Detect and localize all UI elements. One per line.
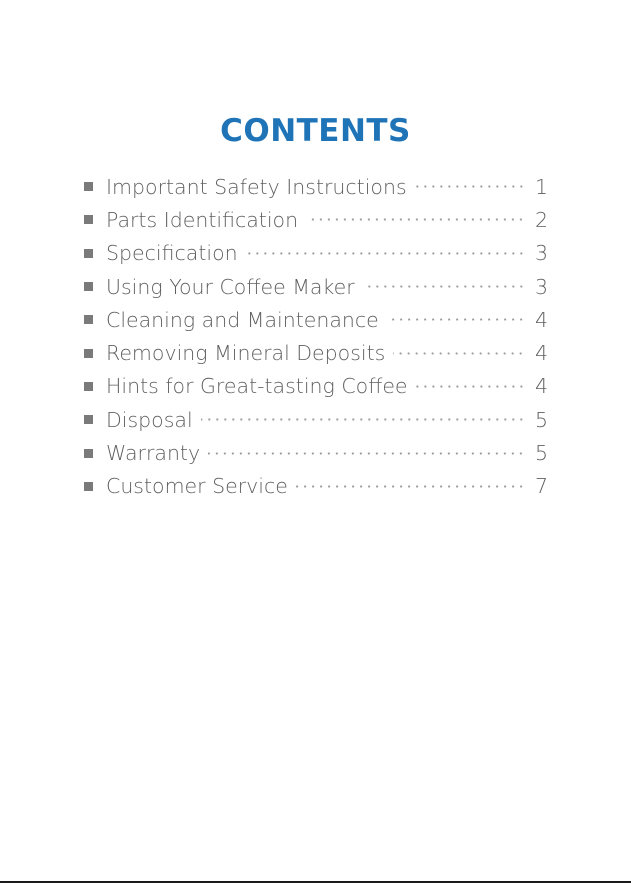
toc-entry-label: Important Safety Instructions: [106, 174, 407, 199]
square-bullet-icon: [84, 415, 93, 424]
dot-leader: [387, 318, 525, 321]
toc-entry[interactable]: [84, 470, 548, 503]
toc-entry-label: Using Your Coffee Maker: [106, 274, 355, 299]
toc-entry-label: Warranty: [106, 441, 201, 466]
toc-entry-page-number: 7: [534, 474, 548, 499]
toc-entry-page-number: 3: [534, 241, 548, 266]
toc-entry-label: Hints for Great-tasting Coffee: [106, 374, 408, 399]
toc-entry[interactable]: [84, 270, 548, 303]
toc-entry-label: Customer Service: [106, 474, 288, 499]
dot-leader: [415, 185, 525, 188]
toc-entry[interactable]: [84, 370, 548, 403]
square-bullet-icon: [84, 382, 93, 391]
dot-leader: [246, 252, 525, 255]
toc-entry-label: Removing Mineral Deposits: [106, 341, 386, 366]
toc-entry-page-number: 4: [534, 341, 548, 366]
dot-leader: [201, 418, 525, 421]
toc-entry-page-number: 5: [534, 407, 548, 432]
toc-entry[interactable]: [84, 303, 548, 336]
toc-entry-label: Parts Identification: [106, 207, 299, 232]
table-of-contents: [84, 170, 548, 503]
toc-entry-page-number: 5: [534, 441, 548, 466]
square-bullet-icon: [84, 315, 93, 324]
toc-entry[interactable]: [84, 237, 548, 270]
toc-entry[interactable]: [84, 436, 548, 469]
dot-leader: [208, 452, 525, 455]
toc-entry-page-number: 1: [534, 174, 548, 199]
square-bullet-icon: [84, 482, 93, 491]
dot-leader: [363, 285, 525, 288]
toc-entry[interactable]: [84, 170, 548, 203]
toc-entry-page-number: 3: [534, 274, 548, 299]
page-title: CONTENTS: [220, 112, 411, 149]
square-bullet-icon: [84, 349, 93, 358]
dot-leader: [416, 385, 525, 388]
toc-entry[interactable]: [84, 403, 548, 436]
dot-leader: [306, 218, 525, 221]
toc-entry-label: Specification: [106, 241, 238, 266]
square-bullet-icon: [84, 215, 93, 224]
toc-entry-page-number: 2: [534, 207, 548, 232]
square-bullet-icon: [84, 249, 93, 258]
square-bullet-icon: [84, 282, 93, 291]
square-bullet-icon: [84, 449, 93, 458]
square-bullet-icon: [84, 182, 93, 191]
toc-entry-label: Cleaning and Maintenance: [106, 307, 379, 332]
dot-leader: [296, 485, 525, 488]
dot-leader: [393, 352, 525, 355]
toc-entry[interactable]: [84, 336, 548, 369]
toc-entry-label: Disposal: [106, 407, 193, 432]
toc-entry[interactable]: [84, 203, 548, 236]
toc-entry-page-number: 4: [534, 307, 548, 332]
toc-entry-page-number: 4: [534, 374, 548, 399]
